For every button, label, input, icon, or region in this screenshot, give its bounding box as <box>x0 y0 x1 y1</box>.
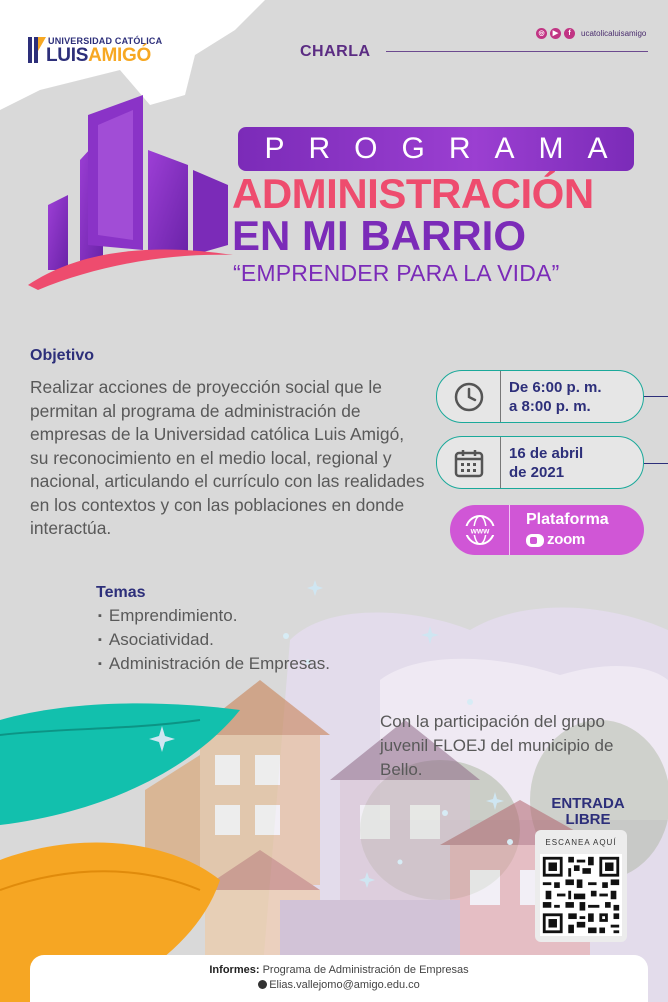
date-pill-connector <box>644 463 668 464</box>
free-entry-label <box>538 796 638 828</box>
buildings-logo-graphic <box>28 95 233 290</box>
objetivo-heading: Objetivo <box>30 347 95 364</box>
svg-text:www: www <box>470 526 489 536</box>
social-links <box>536 27 646 39</box>
time-start: De 6:00 p. m. <box>509 378 602 396</box>
program-slogan: “EMPRENDER PARA LA VIDA” <box>233 260 560 286</box>
participation-text: Con la participación del grupo juvenil FLOEJ del municipio de Bello. <box>380 712 614 779</box>
qr-card[interactable] <box>535 830 627 942</box>
list-item: ▪ Emprendimiento. <box>98 604 330 628</box>
free-entry-line2: LIBRE <box>565 811 611 828</box>
university-logo <box>28 34 163 70</box>
facebook-icon[interactable]: f <box>564 28 575 39</box>
instagram-icon[interactable]: ◎ <box>536 28 547 39</box>
footer-email[interactable]: Elias.vallejomo@amigo.edu.co <box>269 979 420 991</box>
logo-mark-icon <box>28 37 46 63</box>
footer-label: Informes: <box>209 964 260 976</box>
time-pill-connector <box>644 396 668 397</box>
time-text <box>501 378 602 416</box>
time-end: a 8:00 p. m. <box>509 397 591 415</box>
zoom-logo <box>526 530 609 550</box>
programa-label: PROGRAMA <box>264 132 632 165</box>
time-info-pill <box>436 370 644 423</box>
calendar-icon <box>437 437 501 488</box>
date-text <box>501 444 583 482</box>
footer-info-line <box>30 964 648 976</box>
date-year: de 2021 <box>509 463 565 481</box>
objetivo-text: Realizar acciones de proyección social que le permitan al programa de administración de empresas de la Universidad católica Luis Amigó, su reconocimiento en el medio local, regional y nacional, articulando el currículo con las realidades en los contextos y con las poblaciones en donde interactúa. <box>30 377 425 538</box>
platform-text <box>510 510 609 550</box>
footer-program: Programa de Administración de Empresas <box>262 964 469 976</box>
event-type-label: CHARLA <box>300 43 371 60</box>
logo-name-accent: AMIGÓ <box>88 45 151 66</box>
logo-university-text: UNIVERSIDAD CATÓLICA <box>48 36 163 46</box>
globe-www-icon <box>450 505 510 555</box>
zoom-camera-icon <box>526 534 544 547</box>
zoom-name: zoom <box>547 531 585 548</box>
footer <box>30 955 648 1002</box>
clock-icon <box>437 371 501 422</box>
platform-info-pill[interactable] <box>450 505 644 555</box>
programa-banner <box>238 127 634 171</box>
social-handle: ucatolicaluisamigo <box>581 28 647 38</box>
date-info-pill <box>436 436 644 489</box>
free-entry-line1: ENTRADA <box>551 795 625 812</box>
email-icon <box>258 980 267 989</box>
qr-code-icon[interactable] <box>540 854 622 936</box>
date-day: 16 de abril <box>509 444 584 462</box>
qr-label: ESCANEA AQUÍ <box>545 838 617 847</box>
logo-name: LUISAMIGÓ <box>46 45 151 66</box>
temas-list <box>98 604 330 676</box>
header-divider <box>386 51 648 52</box>
list-item: ▪ Administración de Empresas. <box>98 652 330 676</box>
youtube-icon[interactable]: ▶ <box>550 28 561 39</box>
program-title-line1: ADMINISTRACIÓN <box>232 170 594 217</box>
temas-heading: Temas <box>96 584 146 601</box>
list-item: ▪ Asociatividad. <box>98 628 330 652</box>
footer-contact-line <box>30 979 648 991</box>
program-title-line2: EN MI BARRIO <box>232 212 526 259</box>
platform-label: Plataforma <box>526 511 609 528</box>
